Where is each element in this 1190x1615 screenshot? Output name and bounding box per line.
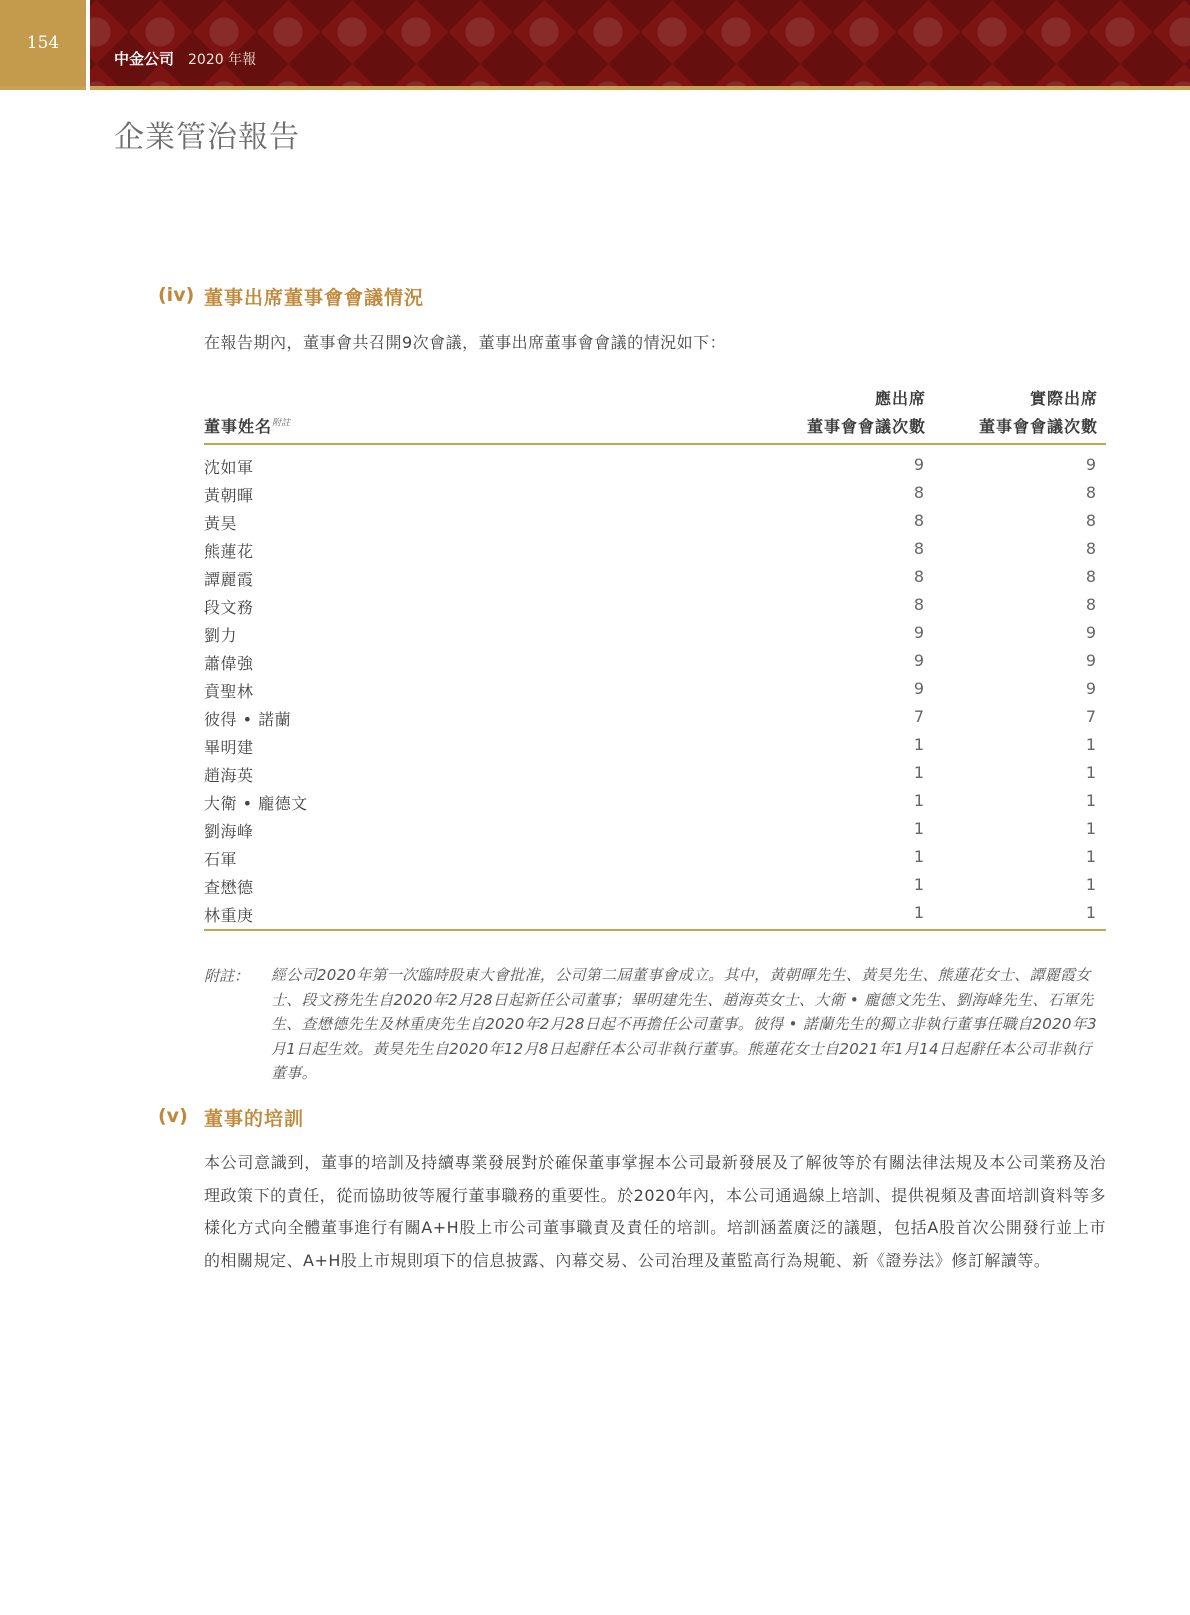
actual-count: 1 — [1085, 847, 1096, 866]
actual-count: 1 — [1085, 875, 1096, 894]
actual-count: 7 — [1085, 707, 1096, 726]
required-count: 7 — [913, 707, 924, 726]
director-name: 黃朝暉 — [204, 486, 254, 505]
required-count: 1 — [913, 875, 924, 894]
actual-count: 8 — [1085, 567, 1096, 586]
col-header-required-line2: 董事會會議次數 — [806, 417, 926, 436]
director-name: 沈如軍 — [204, 458, 254, 477]
col-header-required-line1: 應出席 — [874, 389, 926, 408]
director-name: 劉力 — [204, 626, 238, 645]
required-count: 9 — [913, 651, 924, 670]
section-iv-intro: 在報告期內，董事會共召開9次會議，董事出席董事會會議的情況如下： — [204, 333, 727, 352]
table-row — [204, 563, 1106, 591]
table-row — [204, 647, 1106, 675]
actual-count: 8 — [1085, 595, 1096, 614]
table-row — [204, 591, 1106, 619]
section-v-title: 董事的培訓 — [204, 1108, 305, 1130]
col-header-name: 董事姓名$^{附註}$ — [204, 417, 291, 436]
director-name: 趙海英 — [204, 766, 254, 785]
table-row — [204, 507, 1106, 535]
director-name: 黃昊 — [204, 514, 238, 533]
director-name: 蕭偉強 — [204, 654, 254, 673]
director-name: 查懋德 — [204, 878, 254, 897]
required-count: 1 — [913, 903, 924, 922]
note-text: 經公司2020年第一次臨時股東大會批准，公司第二屆董事會成立。其中，黃朝暉先生、黃昊先生、熊蓮花女士、譚麗霞女士、段文務先生自2020年2月28日起新任公司董事；畢明建先生、趙海英女士、大衛 • 龐德文先生、劉海峰先生、石軍先生、查懋德先生及林重庚先生自2020年2月28日起不再擔任公司董事。彼得 • 諾蘭先生的獨立非執行董事任職自2020年3月1日起生效。黃昊先生自2020年12月8日起辭任本公司非執行董事。熊蓮花女士自2021年1月14日起辭任本公司非執行董事。 — [271, 966, 1097, 1082]
required-count: 8 — [913, 511, 924, 530]
table-top-rule — [204, 443, 1106, 445]
required-count: 1 — [913, 847, 924, 866]
actual-count: 1 — [1085, 903, 1096, 922]
header-gold-line — [0, 86, 1190, 90]
director-name: 林重庚 — [204, 906, 254, 925]
table-row — [204, 675, 1106, 703]
table-row — [204, 479, 1106, 507]
actual-count: 1 — [1085, 791, 1096, 810]
required-count: 1 — [913, 763, 924, 782]
required-count: 8 — [913, 539, 924, 558]
table-bottom-rule — [204, 929, 1106, 931]
col-header-name-note: 附註 — [272, 418, 291, 429]
actual-count: 1 — [1085, 763, 1096, 782]
director-name: 大衛 • 龐德文 — [204, 794, 308, 813]
page-number-box — [0, 0, 86, 86]
table-row — [204, 787, 1106, 815]
required-count: 9 — [913, 455, 924, 474]
director-name: 畢明建 — [204, 738, 254, 757]
note-label: 附註： — [204, 967, 250, 985]
col-header-actual-line1: 實際出席 — [1029, 389, 1098, 408]
page-number: 154 — [26, 33, 60, 53]
required-count: 9 — [913, 679, 924, 698]
actual-count: 9 — [1085, 623, 1096, 642]
director-name: 譚麗霞 — [204, 570, 254, 589]
actual-count: 8 — [1085, 539, 1096, 558]
required-count: 8 — [913, 595, 924, 614]
header-banner — [0, 0, 1190, 86]
table-row — [204, 759, 1106, 787]
director-name: 賁聖林 — [204, 682, 254, 701]
actual-count: 9 — [1085, 651, 1096, 670]
table-row — [204, 815, 1106, 843]
actual-count: 8 — [1085, 483, 1096, 502]
table-row — [204, 731, 1106, 759]
table-row — [204, 843, 1106, 871]
required-count: 1 — [913, 791, 924, 810]
table-row — [204, 703, 1106, 731]
section-v-paragraph: 本公司意識到，董事的培訓及持續專業發展對於確保董事掌握本公司最新發展及了解彼等於有關法律法規及本公司業務及治理政策下的責任，從而協助彼等履行董事職務的重要性。於2020年內，本公司通過線上培訓、提供視頻及書面培訓資料等多樣化方式向全體董事進行有關A+H股上市公司董事職責及責任的培訓。培訓涵蓋廣泛的議題，包括A股首次公開發行並上市的相關規定、A+H股上市規則項下的信息披露、內幕交易、公司治理及董監高行為規範、新《證券法》修訂解讀等。 — [204, 1153, 1106, 1270]
required-count: 8 — [913, 567, 924, 586]
section-iv-title: 董事出席董事會會議情況 — [204, 287, 425, 309]
required-count: 8 — [913, 483, 924, 502]
col-header-actual-line2: 董事會會議次數 — [978, 417, 1098, 436]
director-name: 熊蓮花 — [204, 542, 254, 561]
director-name: 石軍 — [204, 850, 238, 869]
actual-count: 9 — [1085, 455, 1096, 474]
table-row — [204, 871, 1106, 899]
required-count: 1 — [913, 735, 924, 754]
header-year: 2020 年報 — [188, 52, 257, 68]
actual-count: 1 — [1085, 735, 1096, 754]
section-iv-number: (iv) — [158, 284, 195, 306]
director-name: 劉海峰 — [204, 822, 254, 841]
actual-count: 9 — [1085, 679, 1096, 698]
actual-count: 1 — [1085, 819, 1096, 838]
actual-count: 8 — [1085, 511, 1096, 530]
table-row — [204, 451, 1106, 479]
page-title: 企業管治報告 — [114, 120, 300, 155]
director-name: 彼得 • 諾蘭 — [204, 710, 292, 729]
table-row — [204, 899, 1106, 927]
required-count: 1 — [913, 819, 924, 838]
table-row — [204, 535, 1106, 563]
director-name: 段文務 — [204, 598, 254, 617]
required-count: 9 — [913, 623, 924, 642]
header-company: 中金公司 — [114, 50, 175, 68]
table-row — [204, 619, 1106, 647]
section-v-number: (v) — [158, 1105, 188, 1127]
